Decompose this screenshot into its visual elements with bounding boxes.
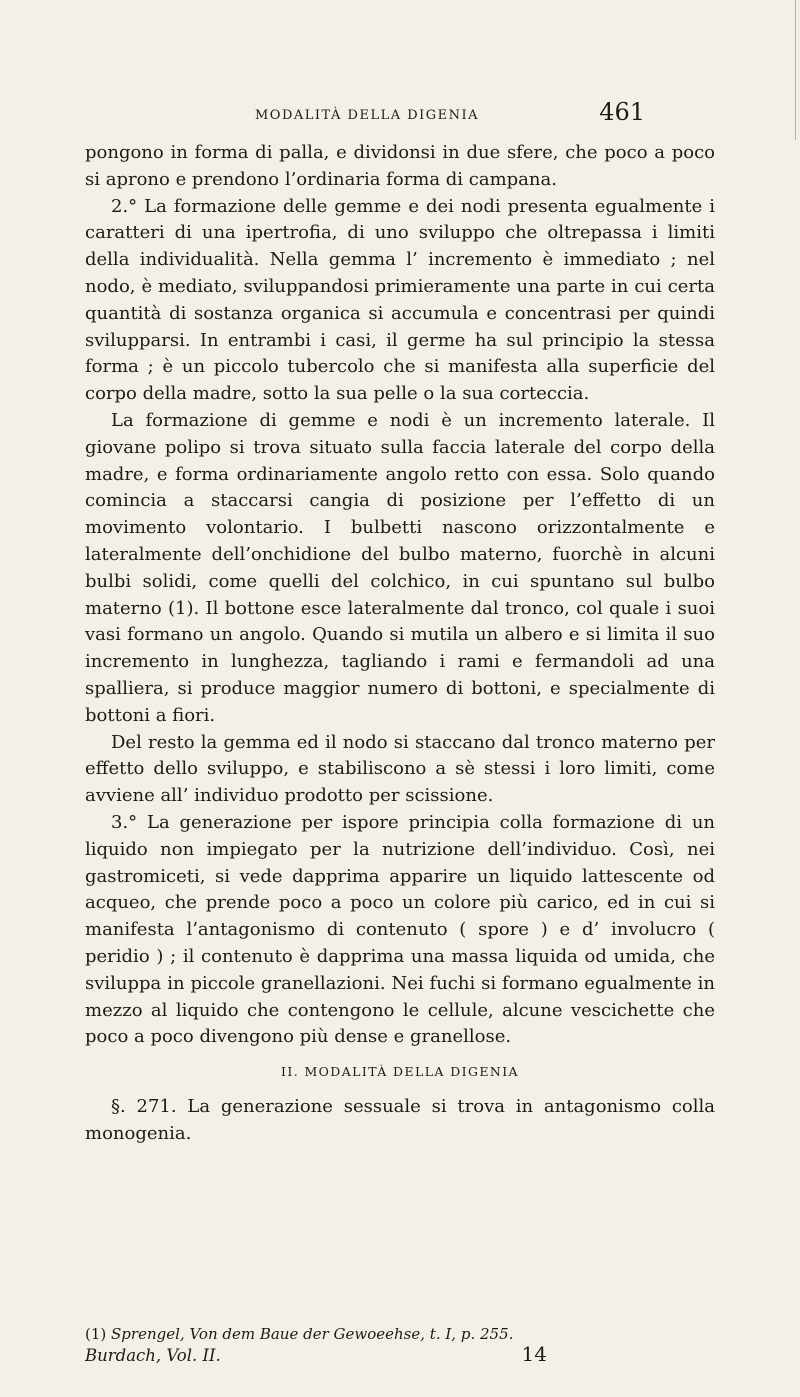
footnote-page: p. 255. bbox=[460, 1325, 514, 1343]
paragraph-6: §. 271. La generazione sessuale si trova in antagonismo colla monogenia. bbox=[85, 1095, 715, 1144]
signature-number: 14 bbox=[521, 1342, 547, 1366]
footnote-marker: (1) bbox=[85, 1325, 107, 1343]
printer-signature bbox=[85, 1342, 715, 1369]
page-header bbox=[255, 98, 645, 138]
paragraph-4: Del resto la gemma ed il nodo si staccano dal tronco materno per effetto dello sviluppo, e stabiliscono a sè stessi i loro limiti, come avviene all’ individuo prodotto per scissione. bbox=[85, 731, 715, 807]
running-head: MODALITÀ DELLA DIGENIA bbox=[255, 108, 480, 123]
paragraph-1: pongono in forma di palla, e dividonsi in due sfere, che poco a poco si aprono e prendono l’ordinaria forma di campana. bbox=[85, 142, 715, 190]
footnote-author: Sprengel, bbox=[111, 1325, 185, 1343]
signature-title: Burdach, Vol. II. bbox=[85, 1346, 221, 1365]
footnote-work: Von dem Baue der Gewoeehse, bbox=[189, 1325, 426, 1343]
page-edge-line bbox=[795, 0, 796, 140]
paragraph-5: 3.° La generazione per ispore principia colla formazione di un liquido non impiegato per la nutrizione dell’individuo. Così, nei gastromiceti, si vede dapprima apparire un liquido lattescente od acqueo, che prende poco a poco un colore più carico, ed in cui si manifesta l’antagonismo di contenuto ( spore ) e d’ involucro ( peridio ) ; il contenuto è dapprima una massa liquida od umida, che sviluppa in piccole granellazioni. Nei fuchi si formano egualmente in mezzo al liquido che contengono le cellule, alcune vescichette che poco a poco divengono più dense e granellose. bbox=[85, 811, 715, 1048]
section-heading: II. MODALITÀ DELLA DIGENIA bbox=[281, 1064, 519, 1080]
footnote-volume: t. I, bbox=[429, 1325, 457, 1343]
footnote-1 bbox=[85, 1323, 715, 1345]
body-text bbox=[85, 140, 715, 1147]
paragraph-2: 2.° La formazione delle gemme e dei nodi presenta egualmente i caratteri di una ipertrofia, di uno sviluppo che oltrepassa i limiti della individualità. Nella gemma l’ incremento è immediato ; nel nodo, è mediato, sviluppandosi primieramente una parte in cui certa quantità di sostanza organica si accumula e concentrasi per quindi svilupparsi. In entrambi i casi, il germe ha sul principio la stessa forma ; è un piccolo tubercolo che si manifesta alla superficie del corpo della madre, sotto la sua pelle o la sua corteccia. bbox=[85, 195, 715, 405]
footnotes bbox=[85, 1323, 715, 1369]
page-number: 461 bbox=[599, 98, 645, 126]
paragraph-3: La formazione di gemme e nodi è un incremento laterale. Il giovane polipo si trova situato sulla faccia laterale del corpo della madre, e forma ordinariamente angolo retto con essa. Solo quando comincia a staccarsi cangia di posizione per l’effetto di un movimento volontario. I bulbetti nascono orizzontalmente e lateralmente dell’onchidione del bulbo materno, fuorchè in alcuni bulbi solidi, come quelli del colchico, in cui spuntano sul bulbo materno (1). Il bottone esce lateralmente dal tronco, col quale i suoi vasi formano un angolo. Quando si mutila un albero e si limita il suo incremento in lunghezza, tagliando i rami e fermandoli ad una spalliera, si produce maggior numero di bottoni, e specialmente di bottoni a fiori. bbox=[85, 409, 715, 726]
